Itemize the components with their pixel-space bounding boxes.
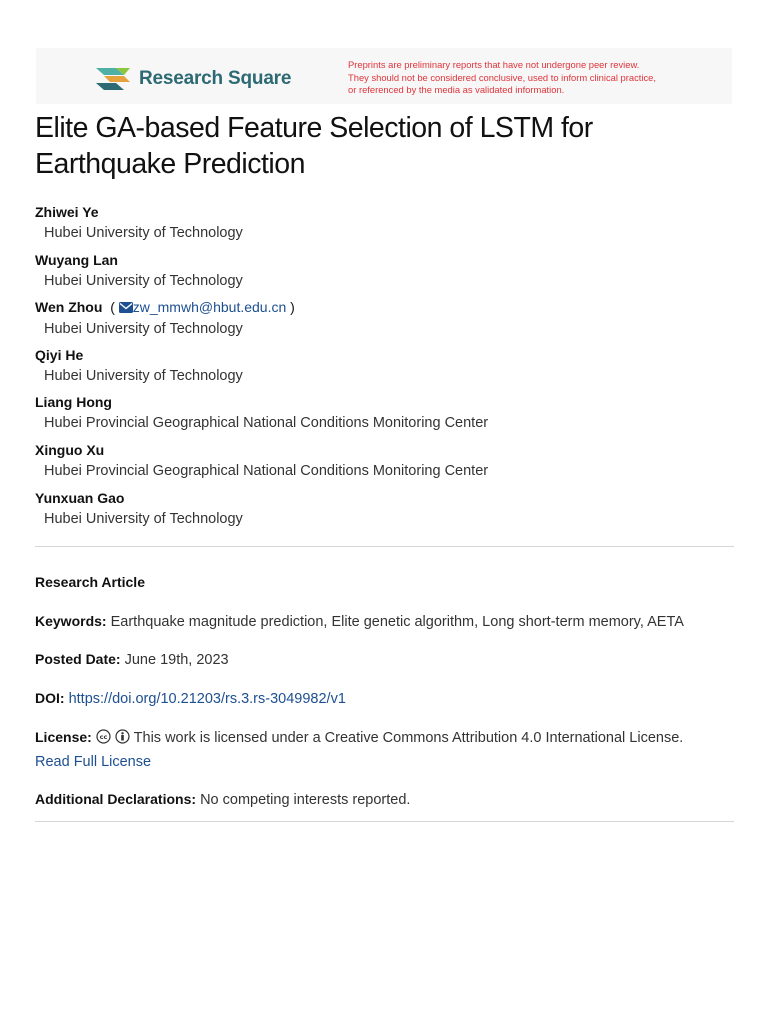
email-close: ) xyxy=(290,299,295,316)
author-name: Xinguo Xu xyxy=(35,441,105,458)
doi xyxy=(35,687,735,710)
article-type-label: Research Article xyxy=(35,574,145,590)
author-item xyxy=(35,488,735,536)
posted-date xyxy=(35,648,735,671)
author-affiliation: Hubei University of Technology xyxy=(44,225,243,241)
notice-line: Preprints are preliminary reports that have not undergone peer review. xyxy=(348,59,640,70)
author-name: Liang Hong xyxy=(35,394,112,411)
email-open: ( xyxy=(110,299,115,316)
author-affiliation: Hubei Provincial Geographical National Conditions Monitoring Center xyxy=(44,462,489,479)
doi-label: DOI: xyxy=(35,690,65,706)
svg-text:cc: cc xyxy=(99,733,108,742)
notice-line: or referenced by the media as validated information. xyxy=(348,84,565,96)
author-name: Yunxuan Gao xyxy=(35,489,125,506)
keywords-label: Keywords: xyxy=(35,613,107,629)
research-square-logo[interactable] xyxy=(94,64,291,94)
posted-date-value: June 19th, 2023 xyxy=(124,652,229,668)
author-item xyxy=(35,392,735,440)
author-affiliation: Hubei University of Technology xyxy=(44,510,243,527)
logo-text: Research Square xyxy=(139,68,292,89)
license-text: This work is licensed under a Creative Commons Attribution 4.0 International License. xyxy=(133,730,684,746)
author-name: Wen Zhou xyxy=(35,299,103,316)
article-type xyxy=(35,571,735,594)
author-affiliation: Hubei Provincial Geographical National Conditions Monitoring Center xyxy=(44,415,489,432)
preprint-notice xyxy=(348,59,718,97)
author-item xyxy=(35,250,735,298)
header-banner xyxy=(36,48,732,104)
divider xyxy=(35,546,734,547)
divider xyxy=(35,821,734,822)
author-item xyxy=(35,440,735,488)
license xyxy=(35,726,735,773)
declarations-label: Additional Declarations: xyxy=(35,791,197,807)
keywords xyxy=(35,610,735,633)
keywords-value: Earthquake magnitude prediction, Elite genetic algorithm, Long short-term memory, AETA xyxy=(110,614,684,630)
research-square-logo-icon xyxy=(94,64,132,94)
declarations-value: No competing interests reported. xyxy=(200,792,411,808)
additional-declarations xyxy=(35,788,735,811)
envelope-icon xyxy=(119,298,133,318)
author-affiliation: Hubei University of Technology xyxy=(44,321,243,338)
posted-date-label: Posted Date: xyxy=(35,651,121,667)
author-affiliation: Hubei University of Technology xyxy=(44,272,243,289)
author-name: Zhiwei Ye xyxy=(35,204,99,220)
read-full-license-link[interactable]: Read Full License xyxy=(35,754,152,770)
author-name: Qiyi He xyxy=(35,346,84,363)
author-item xyxy=(35,345,735,393)
author-item xyxy=(35,297,735,345)
page-title: Elite GA-based Feature Selection of LSTM for Earthquake Prediction xyxy=(35,112,593,180)
attribution-icon xyxy=(115,729,130,751)
license-label: License: xyxy=(35,729,92,745)
author-item xyxy=(35,202,735,250)
author-affiliation: Hubei University of Technology xyxy=(44,367,243,384)
corresponding-author xyxy=(35,297,735,318)
email-paren xyxy=(106,299,295,315)
doi-link[interactable]: https://doi.org/10.21203/rs.3.rs-3049982/v1 xyxy=(68,691,346,707)
author-list xyxy=(35,202,735,535)
author-email-link[interactable]: zw_mmwh@hbut.edu.cn xyxy=(132,299,287,316)
author-name: Wuyang Lan xyxy=(35,251,118,268)
creative-commons-icon xyxy=(96,729,111,751)
notice-line: They should not be considered conclusive, used to inform clinical practice, xyxy=(348,71,656,83)
